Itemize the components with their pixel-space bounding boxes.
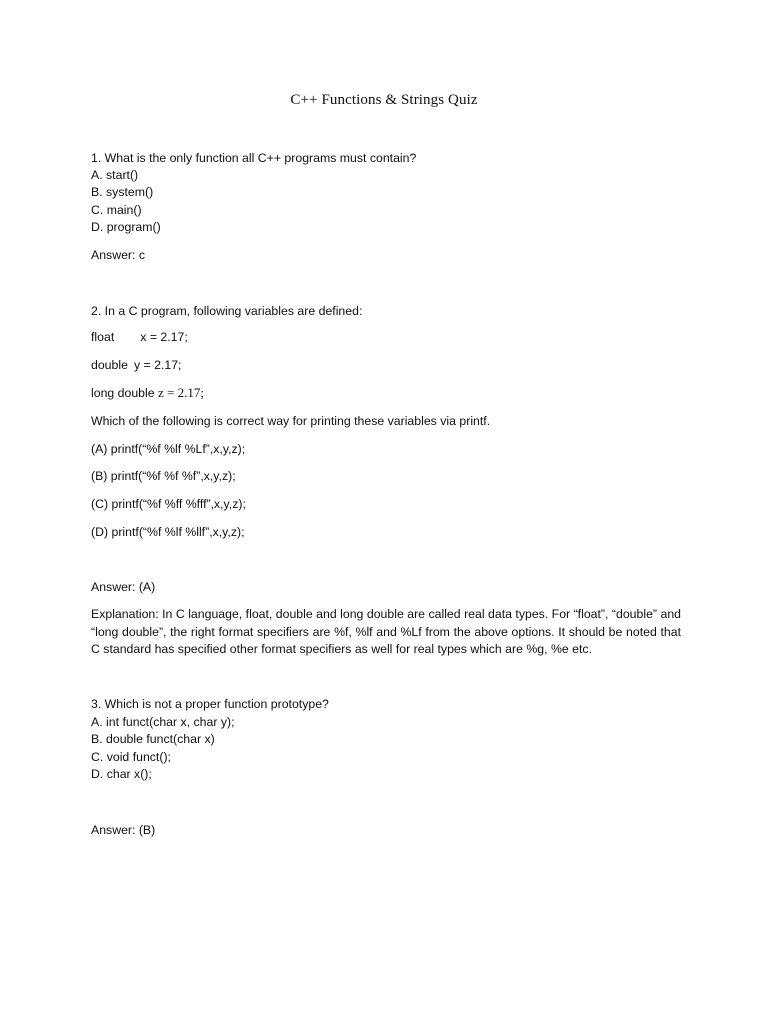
q2-answer: Answer: (A) [91,580,156,594]
q2-question: 2. In a C program, following variables are defined: [91,304,363,318]
q1-option-c: C. main() [91,203,142,217]
q1-question: 1. What is the only function all C++ programs must contain? [91,151,417,165]
q2-option-c: (C) printf(“%f %ff %fff”,x,y,z); [91,497,246,511]
q3-option-a: A. int funct(char x, char y); [91,715,235,729]
q3-option-d: D. char x(); [91,767,152,781]
q3-answer: Answer: (B) [91,823,156,837]
q2-decl-float [91,329,188,345]
q2-prompt: Which of the following is correct way for printing these variables via printf. [91,414,491,428]
q2-decl-long-double [91,385,204,401]
q3-question: 3. Which is not a proper function prototype? [91,697,329,711]
q2-decl-long-type: long double [91,386,155,400]
q2-decl-long-value: z = 2.17; [158,385,204,400]
q3-option-b: B. double funct(char x) [91,732,215,746]
q2-explanation: Explanation: In C language, float, double and long double are called real data types. For “float”, “double” and “long double”, the right format specifiers are %f, %lf and %Lf from the above options. It should be noted that C standard has specified other format specifiers as well for real types which are %g, %e etc. [91,607,681,656]
q2-decl-double-type: double [91,358,128,372]
q2-decl-float-type: float [91,330,115,344]
q2-option-d: (D) printf(“%f %lf %llf”,x,y,z); [91,525,245,539]
q3-option-c: C. void funct(); [91,750,171,764]
q1-answer: Answer: c [91,248,145,262]
q2-option-b: (B) printf(“%f %f %f”,x,y,z); [91,469,236,483]
q1-option-a: A. start() [91,168,139,182]
q1-option-b: B. system() [91,185,154,199]
q2-decl-double [91,357,181,373]
q1-option-d: D. program() [91,220,161,234]
page-title: C++ Functions & Strings Quiz [290,92,478,108]
q2-option-a: (A) printf(“%f %lf %Lf”,x,y,z); [91,442,246,456]
q2-decl-double-value: y = 2.17; [133,358,182,372]
q2-decl-float-value: x = 2.17; [140,330,188,344]
